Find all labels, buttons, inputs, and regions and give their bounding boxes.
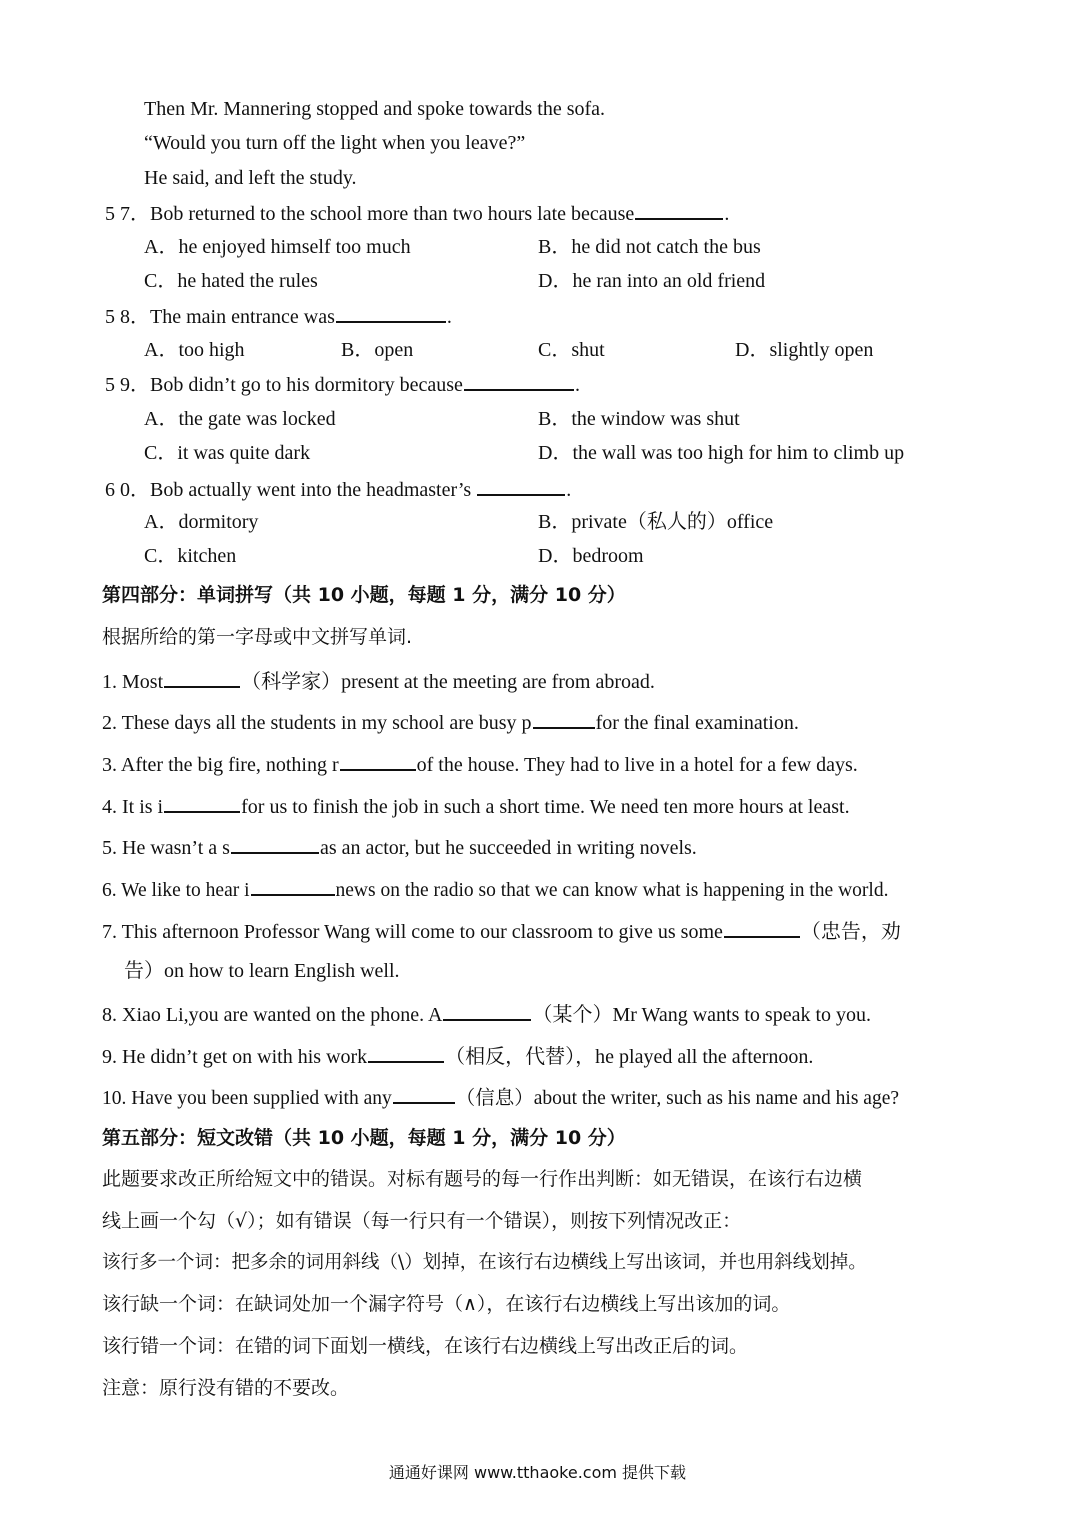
answer-blank <box>251 874 335 896</box>
answer-blank <box>336 301 446 323</box>
instruction-line: 该行错一个词：在错的词下面划一横线，在该行右边横线上写出改正后的词。 <box>102 1335 749 1357</box>
section-instruction: 根据所给的第一字母或中文拼写单词. <box>102 626 413 648</box>
option: D．slightly open <box>735 339 874 361</box>
spelling-item-continued: 告）on how to learn English well. <box>124 960 400 982</box>
answer-blank <box>443 999 531 1021</box>
instruction-line: 此题要求改正所给短文中的错误。对标有题号的每一行作出判断：如无错误，在该行右边横 <box>102 1168 863 1190</box>
spelling-item: 5. He wasn’t a s as an actor, but he succeeded in writing novels. <box>102 832 697 862</box>
instruction-line: 注意：原行没有错的不要改。 <box>102 1377 350 1399</box>
option: D．he ran into an old friend <box>538 270 766 292</box>
spelling-item: 2. These days all the students in my school are busy p for the final examination. <box>102 707 799 737</box>
option: B．open <box>341 339 414 361</box>
option: D．bedroom <box>538 545 644 567</box>
answer-blank <box>635 198 723 220</box>
instruction-line: 线上画一个勾（√）；如有错误（每一行只有一个错误），则按下列情况改正： <box>102 1210 742 1232</box>
answer-blank <box>164 666 240 688</box>
option: A．the gate was locked <box>144 408 336 430</box>
story-line: He said, and left the study. <box>144 167 357 189</box>
answer-blank <box>477 474 565 496</box>
spelling-item: 6. We like to hear i news on the radio so that we can know what is happening in the world. <box>102 874 888 905</box>
page-footer: 通通好课网 www.tthaoke.com 提供下载 <box>388 1463 687 1482</box>
answer-blank <box>164 791 240 813</box>
option: C．he hated the rules <box>144 270 318 292</box>
answer-blank <box>368 1041 444 1063</box>
answer-blank <box>533 707 595 729</box>
spelling-item: 9. He didn’t get on with his work （相反，代替），he played all the afternoon. <box>102 1041 813 1071</box>
answer-blank <box>231 832 319 854</box>
spelling-item: 1. Most （科学家）present at the meeting are from abroad. <box>102 666 655 696</box>
option: C．it was quite dark <box>144 442 311 464</box>
story-line: “Would you turn off the light when you leave?” <box>144 132 526 154</box>
spelling-item: 4. It is i for us to finish the job in such a short time. We need ten more hours at least. <box>102 791 850 821</box>
spelling-item: 8. Xiao Li,you are wanted on the phone. A （某个）Mr Wang wants to speak to you. <box>102 999 871 1029</box>
option: C．kitchen <box>144 545 237 567</box>
question-60: 6 0．Bob actually went into the headmaster’s . <box>105 474 571 504</box>
option: B．the window was shut <box>538 408 740 430</box>
spelling-item: 7. This afternoon Professor Wang will come to our classroom to give us some （忠告，劝 <box>102 916 901 946</box>
question-57: 5 7．Bob returned to the school more than two hours late because . <box>105 198 729 228</box>
option: B．private（私人的）office <box>538 511 774 533</box>
option: A．too high <box>144 339 245 361</box>
option: C．shut <box>538 339 605 361</box>
question-58: 5 8．The main entrance was . <box>105 301 452 331</box>
answer-blank <box>340 749 416 771</box>
spelling-item: 3. After the big fire, nothing r of the house. They had to live in a hotel for a few days. <box>102 749 858 779</box>
section-heading: 第四部分：单词拼写（共 10 小题，每题 1 分，满分 10 分） <box>102 584 626 606</box>
question-59: 5 9．Bob didn’t go to his dormitory because . <box>105 369 580 399</box>
instruction-line: 该行缺一个词：在缺词处加一个漏字符号（∧），在该行右边横线上写出该加的词。 <box>102 1293 791 1315</box>
option: D．the wall was too high for him to climb up <box>538 442 905 464</box>
story-line: Then Mr. Mannering stopped and spoke towards the sofa. <box>144 98 606 120</box>
section-heading: 第五部分：短文改错（共 10 小题，每题 1 分，满分 10 分） <box>102 1127 626 1149</box>
option: A．he enjoyed himself too much <box>144 236 411 258</box>
answer-blank <box>724 916 800 938</box>
option: B．he did not catch the bus <box>538 236 761 258</box>
answer-blank <box>464 369 574 391</box>
spelling-item: 10. Have you been supplied with any （信息）about the writer, such as his name and his age? <box>102 1082 899 1113</box>
option: A．dormitory <box>144 511 259 533</box>
instruction-line: 该行多一个词：把多余的词用斜线（\）划掉，在该行右边横线上写出该词，并也用斜线划掉。 <box>102 1252 867 1273</box>
answer-blank <box>393 1082 455 1104</box>
